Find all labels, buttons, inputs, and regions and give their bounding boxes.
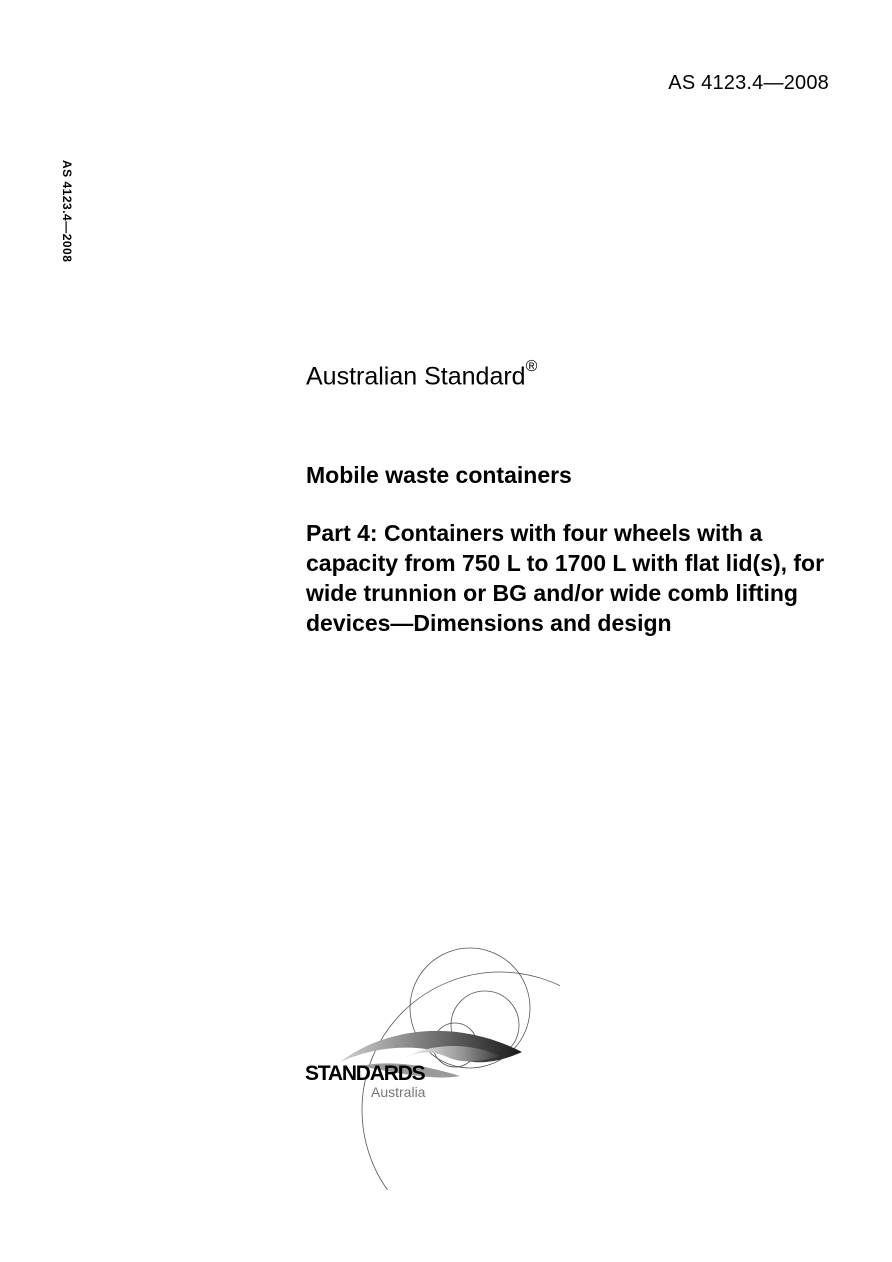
series-label: Australian Standard	[306, 362, 526, 391]
document-subtitle: Part 4: Containers with four wheels with a capacity from 750 L to 1700 L with flat lid(s), for wide trunnion or BG and/or wide comb lifting devices—Dimensions and design	[306, 520, 825, 636]
document-title: Mobile waste containers	[306, 462, 572, 488]
spine-document-number: AS 4123.4—2008	[60, 160, 74, 263]
standard-series	[306, 358, 538, 391]
logo-subtext: Australia	[371, 1084, 426, 1100]
logo-swoosh-main	[340, 1031, 522, 1062]
registered-mark: ®	[525, 358, 538, 375]
standards-australia-logo-icon	[300, 930, 560, 1190]
document-number: AS 4123.4—2008	[668, 72, 829, 94]
logo-wordmark: STANDARDS	[305, 1062, 425, 1085]
